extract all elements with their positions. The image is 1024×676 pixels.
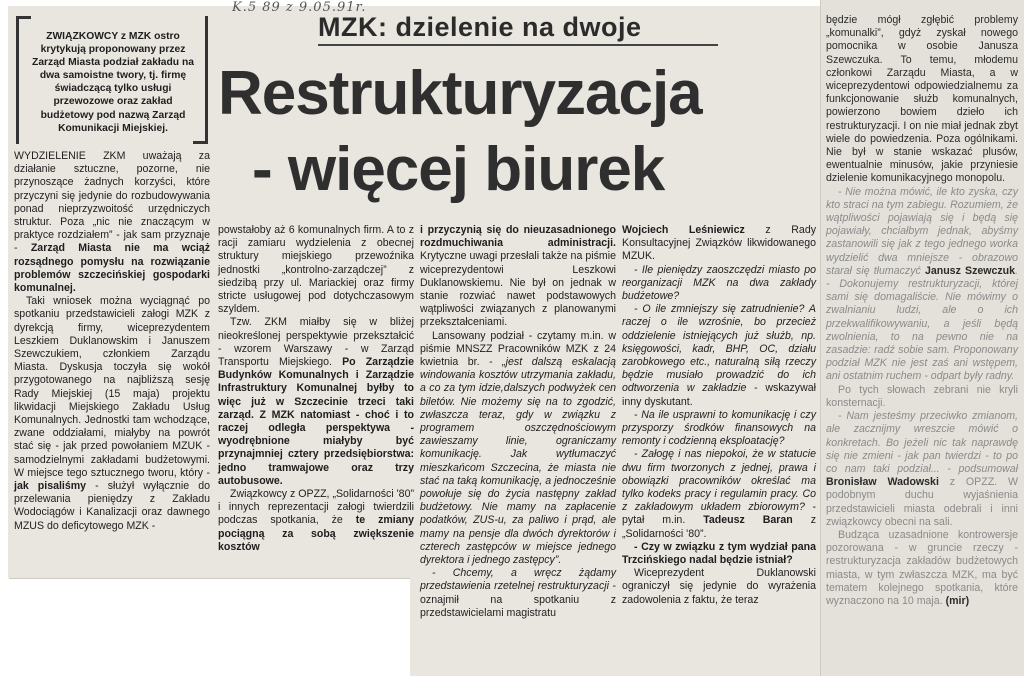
- text-run: Tzw. ZKM miałby się w bliżej nieokreślonej perspektywie przekształcić - wzorem Warszawy - w Zarząd Transportu Miejskiego.: [218, 316, 414, 369]
- text-run-bold: Janusz Szewczuk: [924, 264, 1016, 277]
- headline-line-2: - więcej biurek: [252, 135, 665, 204]
- text-run: - pytał m.in.: [622, 501, 816, 527]
- author-signature: (mir): [945, 594, 970, 607]
- article-column-3: [420, 224, 616, 620]
- text-run-bold: Po Zarządzie Budynków Komunalnych i Zarządzie Infrastruktury Komunalnej byłby to więc już w Szczecinie trzeci taki zarząd. Z MZK natomiast - choć i to raczej odległa perspektywa - wyodrębnione miałyby być przynajmniej cztery przedsiębiorstwa: jedno tramwajowe oraz trzy autobusowe.: [218, 356, 414, 487]
- paragraph: [622, 303, 816, 409]
- text-run: Krytyczne uwagi przesłali także na piśmie wiceprezydentowi Leszkowi Duklanowskiemu. Nie był on jednak w stanie rozwiać nawet podstawowych wątpliwości związanych z planowanymi przekształceniami.: [420, 250, 616, 329]
- text-run: - wskazywał inny dyskutant.: [622, 382, 816, 408]
- paragraph: Po tych słowach zebrani nie kryli konsternacji.: [826, 383, 1018, 409]
- text-run: - służył wyłącznie do przelewania pieniędzy z Zakładu Wodociągów i Kanalizacji oraz dawnego MZUS do deficytowego MZK -: [14, 480, 211, 532]
- text-run-bold: i przyczynią się do nieuzasadnionego rozdmuchiwania administracji.: [420, 224, 616, 250]
- paragraph: [826, 529, 1018, 608]
- text-run: Budząca uzasadnione kontrowersje pozorowana - w gruncie rzeczy - restrukturyzacja zakładów budżetowych miasta, w tym zwłaszcza MZK, ma być tematem kolejnego spotkania, które wyznaczono na 10 maja.: [826, 528, 1018, 607]
- article-column-5: [826, 14, 1018, 608]
- text-run-italic: „jest dalszą eskalacją windowania kosztów utrzymania zakładu, a co za tym idzie,dalszych podwyżek cen biletów. Nie możemy się na to zgodzić, zwłaszcza teraz, gdy w związku z programem oszczędnościowym zawieszamy linie, ograniczamy komunikację. Jak wytłumaczyć mieszkańcom Szczecina, że miasta nie stać na taką komunikację, a jednocześnie powołuje się do życia następny zakład budżetowy. Nie mamy na zapłacenie podatków, ZUS-u, za paliwo i prąd, ale mamy na pensje dla dwóch dyrektorów i czterech zastępców w miejsce jednego dyrektora i jednego zastępcy”.: [420, 356, 616, 567]
- paragraph-italic: - Ile pieniędzy zaoszczędzi miasto po reorganizacji MZK na dwa zakłady budżetowe?: [622, 263, 816, 303]
- text-run: z OPZZ. W podobnym duchu wyjaśnienia przedstawicieli miasta odebrali i inni związkowcy obecni na sali.: [826, 476, 1018, 528]
- paragraph-bold: - Czy w związku z tym wydział pana Trzcińskiego nadal będzie istniał?: [622, 540, 816, 567]
- text-run: Taki wniosek można wyciągnąć po spotkaniu przedstawicieli załogi MZK z dyrekcją firmy, wiceprezydentem Leszkiem Duklanowskim i Januszem Szewczukiem, członkiem Zarządu Miasta. Dyskusja toczyła się wokół przygotowanego na najbliższą sesję Rady Miejskiej (15 maja) projektu likwidacji Miejskiego Zakładu Usług Komunalnych. Jednostki tam wchodzące, zwane oddziałami, miałyby na powrót stać się - jak przed powołaniem MZUK - samodzielnymi zakładami budżetowymi. W miejsce tego sztucznego tworu, który -: [14, 295, 210, 479]
- text-run-italic: - Nie można mówić, ile kto zyska, czy kto straci na tym zabiegu. Rozumiem, że wątpliwości pojawiają się i będą się pojawiały, chciałbym jednak, abyśmy zastanowili się jak z tego jednego worka wydzielić dwa mniejsze - obrazowo starał się tłumaczyć: [826, 185, 1018, 277]
- text-run: Lansowany podział - czytamy m.in. w piśmie MNSZZ Pracowników MZK z 24 kwietnia br. -: [420, 329, 616, 369]
- paragraph: [826, 186, 1018, 384]
- article-column-2: [218, 224, 414, 554]
- paragraph: [826, 410, 1018, 529]
- headline: [218, 56, 818, 208]
- lead-box: [16, 16, 208, 144]
- text-run-italic: - Chcemy, a wręcz żądamy przedstawienia rzetelnej restrukturyzacji: [420, 567, 616, 593]
- paragraph: [218, 316, 414, 488]
- paragraph: będzie mógł zgłębić problemy „komunalki”, gdyż zyskał nowego pomocnika w osobie Janusza Szewczuka. To temu, młodemu członkowi Zarządu Miasta, a w wiceprezydentowi odpowiedzialnemu za funkcjonowanie służb komunalnych, powierzono bowiem dzieło ich restrukturyzacji. I on nie miał jednak zbyt wiele do powiedzenia. Poza ogólnikami. Nie był w stanie wskazać plusów, ewentualnie minusów, jakie przyniesie dzielenie komunikacyjnego monopolu.: [826, 14, 1018, 185]
- paragraph: [420, 330, 616, 568]
- text-run-italic: - Załogę i nas niepokoi, że w statucie dwu firm tworzonych z jednej, prawa i obowiązki pracowników określać ma tylko kodeks pracy i regulamin pracy. Co z zakładowym układem zbiorowym?: [622, 448, 816, 514]
- text-run-bold: Zarząd Miasta nie ma wciąż rozsądnego pomysłu na rozwiązanie problemów szczecińskiej gospodarki komunalnej.: [14, 242, 210, 295]
- paragraph: Wiceprezydent Duklanowski ograniczył się jedynie do wyrażenia zadowolenia z faktu, że teraz: [622, 567, 816, 606]
- paragraph: [218, 488, 414, 554]
- text-run-bold: Wojciech Leśniewicz: [622, 224, 745, 236]
- kicker: MZK: dzielenie na dwoje: [318, 12, 642, 42]
- text-run-bold: Tadeusz Baran: [703, 514, 793, 527]
- paragraph-italic: - Na ile usprawni to komunikację i czy przysporzy środków finansowych na remonty i codzienną eksploatację?: [622, 408, 816, 448]
- paragraph: [622, 224, 816, 264]
- paragraph: [14, 150, 210, 295]
- text-run: z „Solidarności '80”.: [622, 514, 816, 540]
- text-run-italic: - O ile zmniejszy się zatrudnienie? A raczej o ile wzrośnie, bo przecież oddzielenie istniejących już służb, np. księgowości, kadr, BHP, OC, działu zarobkowego etc., naturalną siłą rzeczy będzie musiało prowadzić do ich odtworzenia w zakładzie: [622, 303, 816, 395]
- text-run-bold: jak pisaliśmy: [14, 480, 87, 493]
- article-column-1: [14, 150, 210, 533]
- text-run-bold: Bronisław Wadowski: [826, 476, 939, 489]
- text-run: z Rady Konsultacyjnej Związków likwidowanego MZUK.: [622, 224, 817, 263]
- article-column-4: [622, 224, 816, 607]
- text-run: - oznajmił na spotkaniu z przedstawicielami magistratu: [420, 580, 616, 619]
- text-run-bold: te zmiany pociągną za sobą zwiększenie kosztów: [218, 514, 414, 553]
- paragraph: powstałoby aż 6 komunalnych firm. A to z racji zamiaru wydzielenia z obecnej struktury miejskiego przewoźnika jednostki „kontrolno-zarządczej” z siedzibą przy ul. Mariackiej oraz firmy stricte usługowej pod dotychczasowym szyldem.: [218, 224, 414, 316]
- lead-paragraph: ZWIĄZKOWCY z MZK ostro krytykują proponowany przez Zarząd Miasta podział zakładu na dwa samoistne twory, tj. firmę świadczącą tylko usługi przewozowe oraz zakład budżetowy pod nazwą Zarząd Komunikacji Miejskiej.: [32, 31, 194, 134]
- handwritten-note: K.5 89 z 9.05.91r.: [232, 0, 367, 15]
- headline-line-1: Restrukturyzacja: [218, 59, 702, 128]
- text-run-italic: - Nam jesteśmy przeciwko zmianom, ale zacznijmy wreszcie mówić o konkretach. Bo jeżeli nic tak naprawdę się nie zmieni - jak pan twierdzi - to po co nam taki podział... - podsumował: [826, 410, 1018, 475]
- text-run: Związkowcy z OPZZ, „Solidarności '80” i innych reprezentacji załogi twierdzili podczas spotkania, że: [218, 488, 414, 527]
- text-run: WYDZIELENIE ZKM uważają za działanie sztuczne, pozorne, nie przynoszące żadnych korzyści, które przyczyni się jedynie do rozbudowywania ponad nieprzyzwoitość urzędniczych struktur. Poza „nic nie znaczącym w praktyce rozdziałem” - jak sam przyznaje -: [14, 150, 210, 255]
- text-run-italic: . - Dokonujemy restrukturyzacji, której sami się domagaliście. Nie mówimy o zwalnianiu ludzi, ale o ich przekwalifikowywaniu, a jeśli będą zwolnienia, to na pewno nie na zasadzie: radź sobie sam. Proponowany podział MZK nie jest zaś ani wstępem, ani ostatnim ruchem - odpart były radny.: [826, 264, 1019, 383]
- paragraph: [420, 224, 616, 330]
- paragraph: [622, 448, 816, 540]
- paragraph: [14, 295, 210, 533]
- kicker-rule: [318, 44, 718, 46]
- paragraph: [420, 567, 616, 620]
